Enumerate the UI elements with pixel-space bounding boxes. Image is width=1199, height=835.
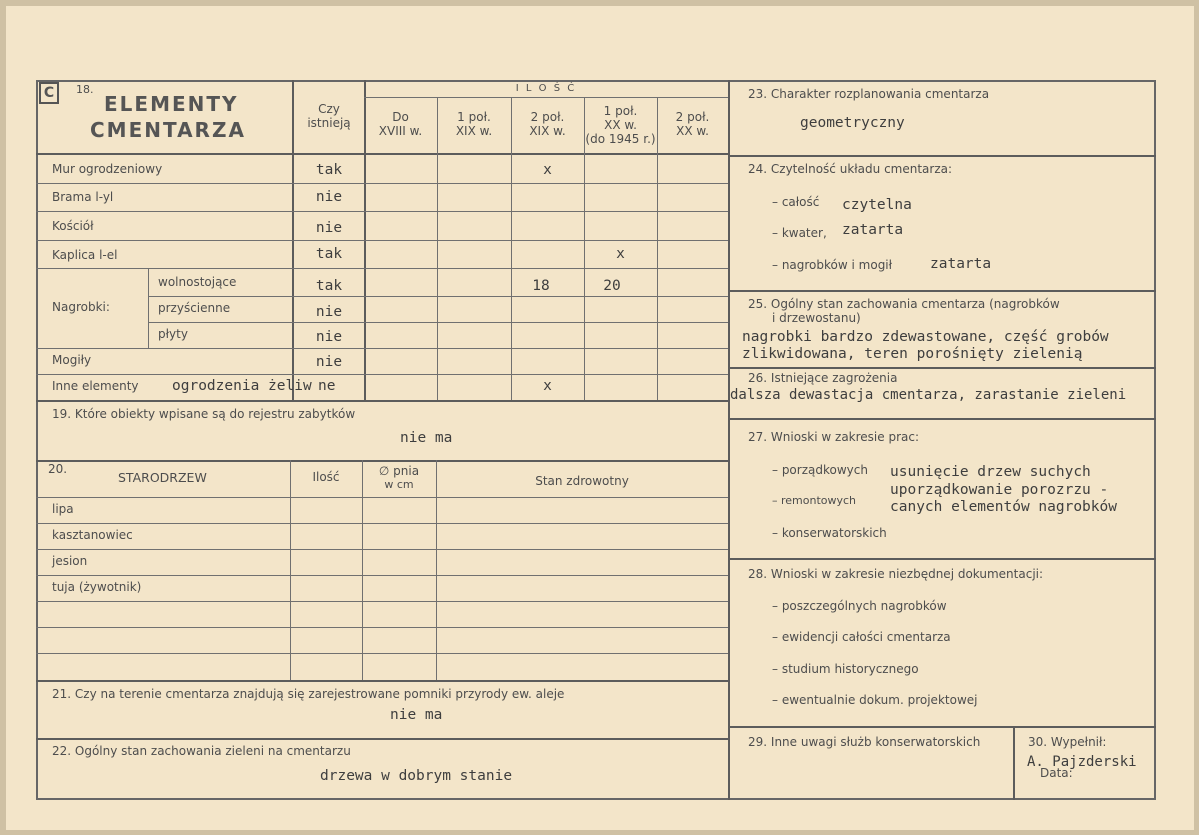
period-4a: 1 poł. (603, 104, 638, 118)
q30-date-label: Data: (1040, 766, 1073, 780)
q27-answer-1: usunięcie drzew suchych (890, 464, 1091, 480)
tree-label: kasztanowiec (52, 528, 133, 542)
czy-value: tak (315, 162, 343, 178)
mark: 20 (603, 278, 621, 294)
q28-item: – ewentualnie dokum. projektowej (772, 693, 978, 707)
q25-label-1: 25. Ogólny stan zachowania cmentarza (nagrobków (748, 297, 1060, 311)
czy-value: ne (318, 378, 336, 394)
q21-label: 21. Czy na terenie cmentarza znajdują się zarejestrowane pomniki przyrody ew. aleje (52, 687, 565, 701)
inne-typed: ogrodzenia żeliw (172, 378, 312, 394)
q24-item-value: czytelna (842, 197, 912, 213)
q25-label-2: i drzewostanu) (772, 311, 861, 325)
section-number: 18. (76, 83, 94, 96)
col-stan: Stan zdrowotny (535, 474, 629, 488)
q27-answer-3: canych elementów nagrobków (890, 499, 1117, 515)
row-label: Inne elementy (52, 379, 139, 393)
mark: x (543, 162, 552, 178)
row-label: przyścienne (158, 301, 231, 315)
row-label: płyty (158, 327, 188, 341)
q27-answer-2: uporządkowanie porozrzu - (890, 482, 1109, 498)
mark: x (616, 246, 625, 262)
q26-label: 26. Istniejące zagrożenia (748, 371, 898, 385)
elementy-title-2: CMENTARZA (90, 118, 246, 142)
mark: 18 (532, 278, 550, 294)
mark: x (543, 378, 552, 394)
col-ilosc: Ilość (312, 470, 340, 484)
q24-item-label: – kwater, (772, 226, 827, 240)
q21-answer: nie ma (390, 707, 443, 723)
q19-answer: nie ma (400, 430, 453, 446)
q22-label: 22. Ogólny stan zachowania zieleni na cmentarzu (52, 744, 351, 758)
row-label: Brama l-yl (52, 190, 114, 204)
q24-item-label: – nagrobków i mogił (772, 258, 893, 272)
czy-value: tak (315, 246, 343, 262)
q30-label: 30. Wypełnił: (1028, 735, 1107, 749)
ilosc-header: I L O Ś Ć (515, 83, 577, 94)
row-label: Kościół (52, 219, 94, 233)
q24-item-value: zatarta (930, 256, 992, 272)
tree-label: tuja (żywotnik) (52, 580, 142, 594)
col-pnia-2: w cm (384, 478, 414, 491)
col-pnia-1: ∅ pnia (378, 464, 420, 478)
period-3a: 2 poł. (530, 110, 565, 124)
tree-label: jesion (52, 554, 88, 568)
q28-item: – studium historycznego (772, 662, 919, 676)
row-label: Mogiły (52, 353, 92, 367)
section-letter-box: C (39, 82, 59, 104)
czy-value: nie (315, 304, 343, 320)
q26-answer: dalsza dewastacja cmentarza, zarastanie zieleni (730, 387, 1127, 403)
q29-label: 29. Inne uwagi służb konserwatorskich (748, 735, 981, 749)
czy-value: nie (315, 354, 343, 370)
period-4b: XX w. (604, 118, 637, 132)
col-czy-2: istnieją (307, 116, 351, 130)
period-1b: XVIII w. (378, 124, 423, 138)
q27-label: 27. Wnioski w zakresie prac: (748, 430, 920, 444)
row-label: Mur ogrodzeniowy (52, 162, 163, 176)
czy-value: nie (315, 329, 343, 345)
q24-item-value: zatarta (842, 222, 904, 238)
q22-answer: drzewa w dobrym stanie (320, 768, 513, 784)
elementy-title-1: ELEMENTY (104, 92, 239, 116)
q25-answer-2: zlikwidowana, teren porośnięty zielenią (742, 346, 1083, 362)
q25-answer-1: nagrobki bardzo zdewastowane, część grobów (742, 329, 1109, 345)
q23-label: 23. Charakter rozplanowania cmentarza (748, 87, 990, 101)
q27-item: – konserwatorskich (772, 526, 887, 540)
period-1a: Do (392, 110, 409, 124)
period-2a: 1 poł. (457, 110, 491, 124)
period-4c: (do 1945 r.) (585, 132, 656, 146)
row-label: Kaplica l-el (52, 248, 118, 262)
q24-label: 24. Czytelność układu cmentarza: (748, 162, 953, 176)
starodrzew-num: 20. (48, 462, 68, 476)
czy-value: nie (315, 220, 343, 236)
period-2b: XIX w. (455, 124, 493, 138)
row-label: wolnostojące (158, 275, 237, 289)
starodrzew-title: STARODRZEW (118, 470, 207, 485)
czy-value: tak (315, 278, 343, 294)
q19-label: 19. Które obiekty wpisane są do rejestru zabytków (52, 407, 356, 421)
period-3b: XIX w. (529, 124, 566, 138)
q24-item-label: – całość (772, 195, 820, 209)
q27-item: – porządkowych (772, 463, 868, 477)
q23-answer: geometryczny (800, 115, 905, 131)
q28-item: – ewidencji całości cmentarza (772, 630, 951, 644)
q27-item: – remontowych (772, 494, 857, 507)
period-5b: XX w. (676, 124, 709, 138)
col-czy-1: Czy (318, 102, 340, 116)
tree-label: lipa (52, 502, 74, 516)
q30-name: A. Pajzderski (1027, 754, 1137, 770)
period-5a: 2 poł. (675, 110, 710, 124)
q28-label: 28. Wnioski w zakresie niezbędnej dokumentacji: (748, 567, 1044, 581)
nagrobki-label: Nagrobki: (52, 300, 110, 314)
q28-item: – poszczególnych nagrobków (772, 599, 947, 613)
czy-value: nie (315, 189, 343, 205)
